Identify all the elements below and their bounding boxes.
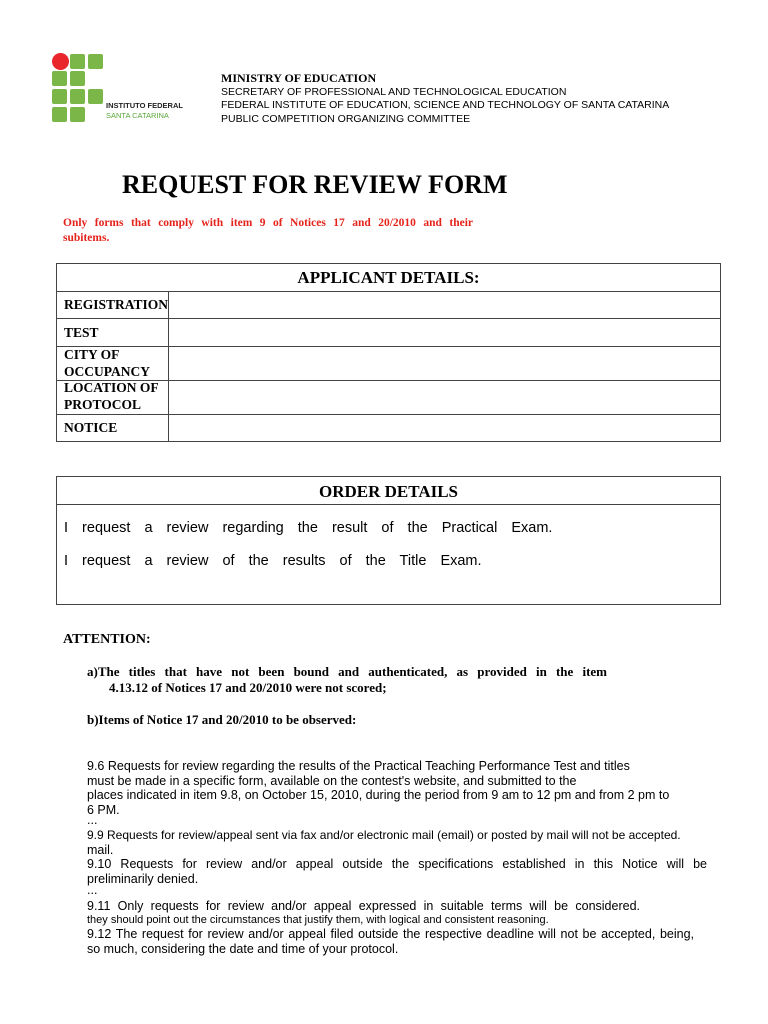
registration-field[interactable]	[169, 292, 720, 318]
logo-square	[70, 54, 85, 69]
compliance-note-line1: Only forms that comply with item 9 of Notices 17 and 20/2010 and their	[63, 217, 473, 229]
item-9-6-line1: 9.6 Requests for review regarding the results of the Practical Teaching Performance Test and titles	[87, 759, 630, 773]
logo-square	[70, 71, 85, 86]
secretary-line: SECRETARY OF PROFESSIONAL AND TECHNOLOGICAL EDUCATION	[221, 85, 567, 98]
item-9-6-line4: 6 PM.	[87, 802, 120, 817]
applicant-details-heading: APPLICANT DETAILS:	[297, 268, 480, 287]
logo-text-line2: SANTA CATARINA	[106, 111, 169, 120]
city-label-line2: OCCUPANCY	[64, 364, 150, 379]
logo-text-line1: INSTITUTO FEDERAL	[106, 101, 183, 110]
test-field[interactable]	[169, 319, 720, 346]
item-9-10-line2: preliminarily denied.	[87, 871, 199, 886]
logo-square	[52, 107, 67, 122]
ellipsis: ...	[87, 813, 98, 827]
attention-item-a-line2: 4.13.12 of Notices 17 and 20/2010 were not scored;	[109, 680, 387, 695]
attention-item-a	[87, 664, 607, 696]
notice-label: NOTICE	[64, 420, 118, 435]
form-title: REQUEST FOR REVIEW FORM	[122, 170, 508, 199]
order-details-table	[56, 476, 721, 605]
logo-square	[70, 89, 85, 104]
ellipsis: ...	[87, 883, 98, 897]
item-9-11-line2: they should point out the circumstances that justify them, with logical and consistent reasoning.	[87, 913, 549, 926]
location-label-line1: LOCATION OF	[64, 380, 159, 395]
attention-item-b: b)Items of Notice 17 and 20/2010 to be observed:	[87, 712, 357, 727]
city-label	[64, 346, 150, 380]
notice-field[interactable]	[169, 415, 720, 441]
attention-item-a-line1: a)The titles that have not been bound and authenticated, as provided in the item	[87, 664, 607, 679]
compliance-note-line2: subitems.	[63, 232, 110, 244]
institute-line: FEDERAL INSTITUTE OF EDUCATION, SCIENCE AND TECHNOLOGY OF SANTA CATARINA	[221, 99, 670, 111]
row-divider	[57, 504, 720, 505]
item-9-10	[87, 857, 707, 886]
letterhead	[221, 72, 669, 126]
registration-label: REGISTRATION	[64, 297, 169, 312]
applicant-details-table	[56, 263, 721, 442]
committee-line: PUBLIC COMPETITION ORGANIZING COMMITTEE	[221, 112, 471, 125]
item-9-6	[87, 759, 707, 817]
item-9-12	[87, 927, 707, 956]
order-details-heading: ORDER DETAILS	[318, 482, 459, 501]
logo-red-dot	[52, 53, 69, 70]
location-field[interactable]	[169, 381, 720, 414]
item-9-9-line1: 9.9 Requests for review/appeal sent via fax and/or electronic mail (email) or posted by mail will not be accepted.	[87, 828, 681, 842]
item-9-12-line1: 9.12 The request for review and/or appeal filed outside the respective deadline will not be accepted, being,	[87, 927, 694, 941]
item-9-11-line1: 9.11 Only requests for review and/or appeal expressed in suitable terms will be considered.	[87, 899, 640, 913]
compliance-note	[63, 216, 473, 246]
item-9-11	[87, 899, 707, 926]
location-label-line2: PROTOCOL	[64, 397, 142, 412]
ministry-name: MINISTRY OF EDUCATION	[221, 71, 377, 85]
item-9-9-line2: mail.	[87, 842, 114, 857]
title-exam-option[interactable]: I request a review of the results of the Title Exam.	[64, 553, 482, 569]
institute-logo	[52, 53, 182, 125]
logo-square	[88, 54, 103, 69]
city-field[interactable]	[169, 347, 720, 380]
location-label	[64, 379, 159, 413]
attention-heading: ATTENTION:	[63, 632, 151, 647]
item-9-9	[87, 828, 707, 857]
logo-square	[52, 71, 67, 86]
logo-square	[88, 89, 103, 104]
item-9-12-line2: so much, considering the date and time of your protocol.	[87, 941, 399, 956]
item-9-6-line2: must be made in a specific form, available on the contest's website, and submitted to the	[87, 773, 577, 788]
logo-square	[52, 89, 67, 104]
practical-exam-option[interactable]: I request a review regarding the result of the Practical Exam.	[64, 520, 553, 536]
test-label: TEST	[64, 325, 99, 340]
city-label-line1: CITY OF	[64, 347, 120, 362]
item-9-6-line3: places indicated in item 9.8, on October 15, 2010, during the period from 9 am to 12 pm and from 2 pm to	[87, 788, 670, 802]
item-9-10-line1: 9.10 Requests for review and/or appeal outside the specifications established in this Notice will be	[87, 857, 707, 871]
logo-square	[70, 107, 85, 122]
